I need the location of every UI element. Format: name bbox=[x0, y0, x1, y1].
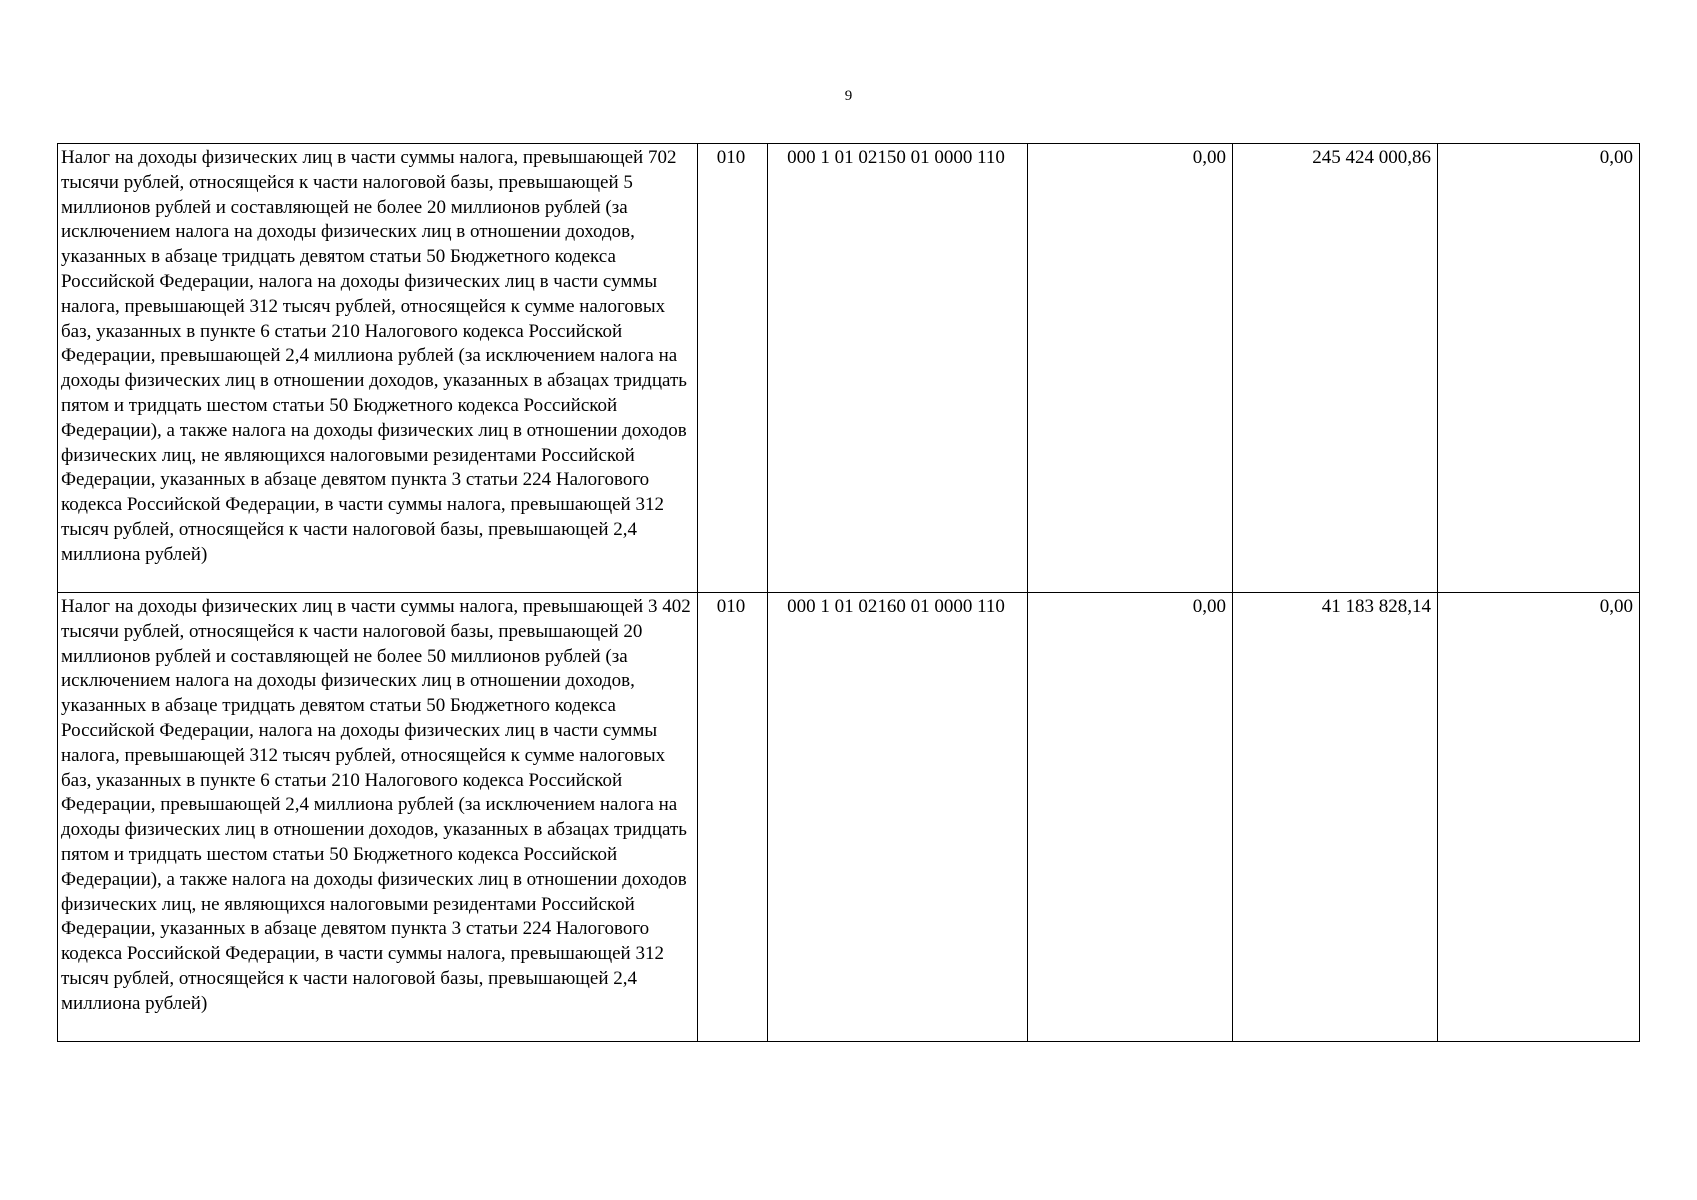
value-1-cell: 0,00 bbox=[1028, 593, 1233, 1042]
table-row bbox=[58, 593, 1640, 1042]
value-3-cell: 0,00 bbox=[1438, 593, 1640, 1042]
table-row bbox=[58, 144, 1640, 593]
line-code-cell: 010 bbox=[698, 593, 768, 1042]
value-1-cell: 0,00 bbox=[1028, 144, 1233, 593]
income-name-cell: Налог на доходы физических лиц в части суммы налога, превышающей 3 402 тысячи рублей, относящейся к части налоговой базы, превышающей 20 миллионов рублей и составляющей не более 50 миллионов рублей (за исключением налога на доходы физических лиц в отношении доходов, указанных в абзаце тридцать девятом статьи 50 Бюджетного кодекса Российской Федерации, налога на доходы физических лиц в части суммы налога, превышающей 312 тысяч рублей, относящейся к сумме налоговых баз, указанных в пункте 6 статьи 210 Налогового кодекса Российской Федерации, превышающей 2,4 миллиона рублей (за исключением налога на доходы физических лиц в отношении доходов, указанных в абзацах тридцать пятом и тридцать шестом статьи 50 Бюджетного кодекса Российской Федерации), а также налога на доходы физических лиц в отношении доходов физических лиц, не являющихся налоговыми резидентами Российской Федерации, указанных в абзаце девятом пункта 3 статьи 224 Налогового кодекса Российской Федерации, в части суммы налога, превышающей 312 тысяч рублей, относящейся к части налоговой базы, превышающей 2,4 миллиона рублей) bbox=[58, 593, 698, 1042]
value-3-cell: 0,00 bbox=[1438, 144, 1640, 593]
income-report-table bbox=[57, 143, 1640, 1042]
page-number: 9 bbox=[844, 88, 853, 104]
value-2-cell: 245 424 000,86 bbox=[1233, 144, 1438, 593]
value-2-cell: 41 183 828,14 bbox=[1233, 593, 1438, 1042]
line-code-cell: 010 bbox=[698, 144, 768, 593]
income-name-cell: Налог на доходы физических лиц в части суммы налога, превышающей 702 тысячи рублей, относящейся к части налоговой базы, превышающей 5 миллионов рублей и составляющей не более 20 миллионов рублей (за исключением налога на доходы физических лиц в отношении доходов, указанных в абзаце тридцать девятом статьи 50 Бюджетного кодекса Российской Федерации, налога на доходы физических лиц в части суммы налога, превышающей 312 тысяч рублей, относящейся к сумме налоговых баз, указанных в пункте 6 статьи 210 Налогового кодекса Российской Федерации, превышающей 2,4 миллиона рублей (за исключением налога на доходы физических лиц в отношении доходов, указанных в абзацах тридцать пятом и тридцать шестом статьи 50 Бюджетного кодекса Российской Федерации), а также налога на доходы физических лиц в отношении доходов физических лиц, не являющихся налоговыми резидентами Российской Федерации, указанных в абзаце девятом пункта 3 статьи 224 Налогового кодекса Российской Федерации, в части суммы налога, превышающей 312 тысяч рублей, относящейся к части налоговой базы, превышающей 2,4 миллиона рублей) bbox=[58, 144, 698, 593]
budget-code-cell: 000 1 01 02150 01 0000 110 bbox=[768, 144, 1028, 593]
budget-code-cell: 000 1 01 02160 01 0000 110 bbox=[768, 593, 1028, 1042]
